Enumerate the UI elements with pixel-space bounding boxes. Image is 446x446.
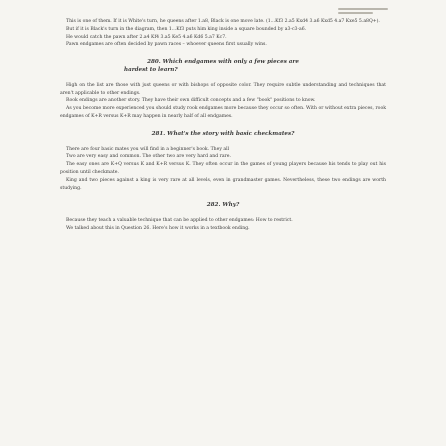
answer-paragraph: King and two pieces against a king is very rare at all levels, even in grandmaster games. Nevertheless, these two endings are worth studying. xyxy=(60,177,386,191)
question-heading-282 xyxy=(60,202,386,210)
answer-paragraph: Two are very easy and common. The other two are very hard and rare. xyxy=(66,154,231,160)
answer-281 xyxy=(60,146,386,193)
answer-282 xyxy=(60,217,386,233)
answer-paragraph: There are four basic mates you will find in a beginner's book. They all xyxy=(66,146,230,152)
question-number: 281. xyxy=(151,130,166,137)
question-heading-280 xyxy=(60,59,386,75)
intro-paragraph-1: This is one of them. If it is White's turn, he queens after 1.a8, Black is one move late. (1...Kf3 2.a5 Kxd4 3.a6 Kxd5 4.a7 Kxe5 5.a8Q+). xyxy=(66,19,380,24)
intro-paragraph-4: Pawn endgames are often decided by pawn races – whoever queens first usually wins. xyxy=(66,42,267,48)
question-number: 280. xyxy=(147,59,161,66)
answer-paragraph: Because they teach a valuable technique that can be applied to other endgames: How to restrict. xyxy=(66,218,293,224)
intro-paragraph-2: But if it is Black's turn in the diagram, then 1...Kf3 puts him king inside a square bounded by a3-c3-a6. xyxy=(66,26,307,32)
answer-280 xyxy=(60,82,386,121)
question-title: Why? xyxy=(222,202,240,209)
question-number: 282. xyxy=(206,202,221,209)
intro-block xyxy=(60,18,386,49)
question-title: Which endgames with only a few pieces are xyxy=(162,59,299,66)
answer-paragraph: High on the list are those with just queens or with bishops of opposite color. They require subtle understanding and techniques that aren't applicable to other endings. xyxy=(60,82,386,96)
answer-paragraph: Rook endings are another story. They have their own difficult concepts and a few "book" positions to know. xyxy=(66,98,316,104)
question-heading-281 xyxy=(60,131,386,139)
question-title: What's the story with basic checkmates? xyxy=(167,130,295,137)
question-title-continued: hardest to learn? xyxy=(124,66,178,73)
answer-paragraph: We talked about this in Question 26. Here's how it works in a textbook ending. xyxy=(66,225,250,231)
answer-paragraph: As you become more experienced you should study rook endgames more because they occur so often. With or without extra pieces, rook endgames of K+R versus K+R may happen in nearly half of all endgames. xyxy=(60,106,386,119)
running-header-mark xyxy=(338,8,388,16)
answer-paragraph: The easy ones are K+Q versus K and K+R versus K. They often occur in the games of young players because his tends to play out his position until checkmate. xyxy=(60,162,386,175)
intro-paragraph-3: He would catch the pawn after 2.a4 Kf4 3.a5 Ke5 4.a6 Kd6 5.a7 Kc7. xyxy=(66,34,227,40)
